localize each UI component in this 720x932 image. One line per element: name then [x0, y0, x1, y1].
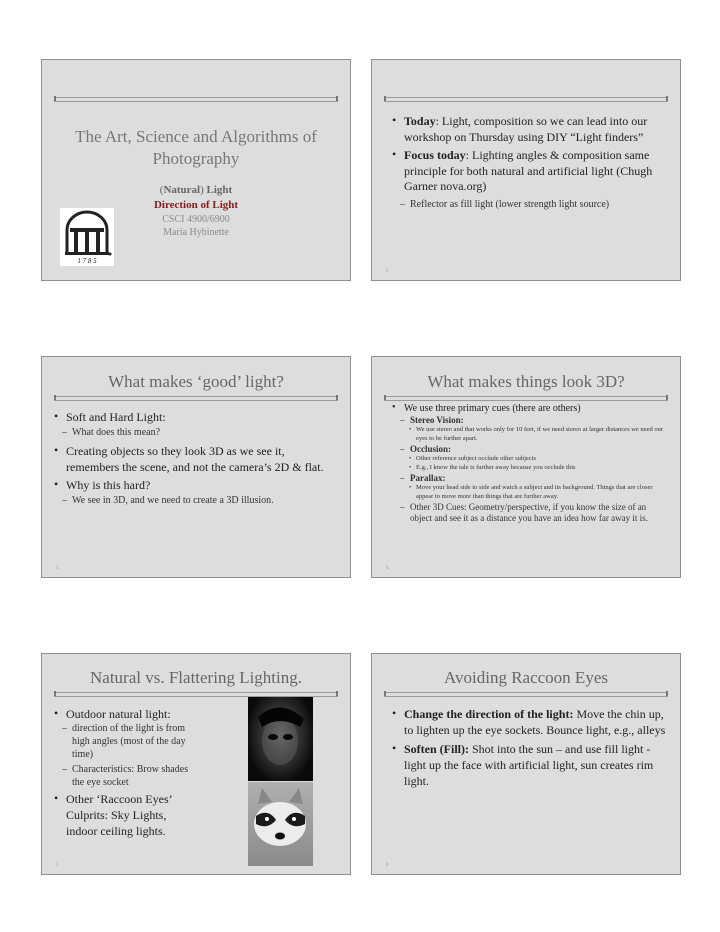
- bullet-soften-fill: • Soften (Fill): Shot into the sun – and use fill light - light up the face with artificial light, sun creates rim light.: [390, 741, 666, 789]
- slide-2: [371, 59, 681, 281]
- bullet-today: • Today: Light, composition so we can lead into our workshop on Thursday using DIY “Light finders”: [390, 114, 670, 145]
- slide-5: [41, 653, 351, 875]
- page-number: 3: [56, 566, 59, 571]
- light-word: Light: [206, 184, 233, 196]
- title-rule: [54, 97, 338, 102]
- title-rule: [384, 692, 668, 697]
- dark-portrait-photo: [248, 697, 313, 781]
- slide-title: Natural vs. Flattering Lighting.: [90, 668, 302, 687]
- logo-year: 1 7 8 5: [77, 257, 97, 265]
- slide-3-bullets: [52, 409, 340, 509]
- sub-meaning: – What does this mean?: [52, 425, 340, 441]
- course-code: CSCI 4900/6900: [162, 214, 230, 225]
- natural-word: Natural: [163, 184, 201, 196]
- sub-3d-illusion: – We see in 3D, and we need to create a 3D illusion.: [52, 493, 340, 509]
- cue-occlusion-detail-1: • Other reference subject occlude other subjects: [390, 455, 670, 464]
- cue-occlusion-detail-2: • E.g., I know the tale is further away because you occlude this: [390, 464, 670, 473]
- author-name: Maria Hybinette: [163, 227, 229, 238]
- bullet-change-direction: • Change the direction of the light: Move the chin up, to lighten up the eye sockets. Bounce light, e.g., alleys: [390, 706, 666, 738]
- title-rule: [54, 396, 338, 401]
- page-number: 6: [386, 863, 389, 868]
- slide-1: [41, 59, 351, 281]
- title-rule: [384, 97, 668, 102]
- bullet-why-hard: • Why is this hard?: [52, 477, 340, 493]
- bullet-outdoor-light: • Outdoor natural light:: [52, 706, 240, 722]
- raccoon-face-icon: [248, 782, 313, 866]
- sub-brow-shades: – Characteristics: Brow shades the eye socket: [52, 763, 240, 789]
- slide-5-bullets: [52, 706, 240, 839]
- face-shadow-icon: [248, 697, 313, 781]
- slide-title: Avoiding Raccoon Eyes: [444, 668, 608, 687]
- slide-6-bullets: [390, 706, 666, 789]
- cue-stereo: – Stereo Vision:: [390, 415, 670, 426]
- slide-2-bullets: [390, 114, 670, 212]
- raccoon-photo: [248, 782, 313, 866]
- page-number: 5: [56, 863, 59, 868]
- slide-6: [371, 653, 681, 875]
- slide-title: What makes ‘good’ light?: [108, 372, 284, 391]
- subtitle-natural-light: (Natural) Light: [159, 184, 233, 196]
- slide-4: [371, 356, 681, 578]
- cue-parallax: – Parallax:: [390, 473, 670, 484]
- bullet-soft-hard: • Soft and Hard Light:: [52, 409, 340, 425]
- cue-other: – Other 3D Cues: Geometry/perspective, if you know the size of an object and see it as a distance you have an idea how far away it is.: [390, 502, 670, 524]
- title-rule: [384, 396, 668, 401]
- page-number: 2: [386, 269, 389, 274]
- cue-parallax-detail: • Move your head side to side and watch a subject and its background. Things that are closer appear to move more than things that are further away.: [390, 484, 670, 501]
- page-number: 4: [386, 566, 389, 571]
- bullet-creating-3d: • Creating objects so they look 3D as we see it, remembers the scene, and not the camera’s 2D & flat.: [52, 443, 340, 475]
- cue-stereo-detail: • We use stereo and that works only for 10 feet, if we need stereo at larger distances we need our eyes to be further apart.: [390, 426, 670, 443]
- slide-3: [41, 356, 351, 578]
- sub-high-angles: – direction of the light is from high angles (most of the day time): [52, 722, 240, 761]
- slide-title: What makes things look 3D?: [427, 372, 625, 391]
- bullet-focus-today: • Focus today: Lighting angles & composition same principle for both natural and artificial light (Chugh Garner nova.org): [390, 148, 670, 195]
- bullet-three-cues: • We use three primary cues (there are others): [390, 403, 670, 414]
- presentation-title: The Art, Science and Algorithms of Photography: [75, 127, 317, 168]
- university-logo: [60, 208, 114, 266]
- subtitle-direction: Direction of Light: [153, 199, 239, 211]
- bullet-culprits: • Other ‘Raccoon Eyes’ Culprits: Sky Lights, indoor ceiling lights.: [52, 791, 240, 839]
- slide-4-bullets: [390, 403, 670, 524]
- sub-reflector: – Reflector as fill light (lower strength light source): [390, 197, 670, 213]
- cue-occlusion: – Occlusion:: [390, 444, 670, 455]
